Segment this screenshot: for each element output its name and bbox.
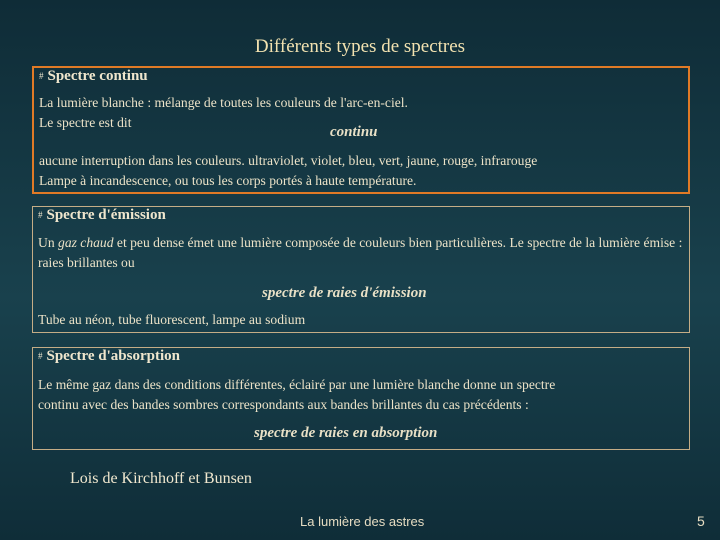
section-text-line: Le même gaz dans des conditions différentes, éclairé par une lumière blanche donne un spectre (38, 377, 556, 392)
section-absorption-spectrum (32, 347, 690, 450)
section-continuous-spectrum (32, 66, 690, 194)
section-heading-text: Spectre d'émission (46, 207, 166, 223)
section-heading-continuous (39, 68, 148, 85)
section-heading-text: Spectre d'absorption (46, 348, 180, 364)
text-italic: gaz chaud (58, 235, 114, 250)
bullet-icon: # (38, 351, 43, 361)
section-text-line: Tube au néon, tube fluorescent, lampe au sodium (38, 312, 306, 327)
bullet-icon: # (39, 71, 44, 81)
section-text-line: Le spectre est dit (39, 115, 132, 130)
text-plain: Un (38, 235, 59, 250)
section-heading-absorption (38, 348, 180, 365)
section-emission-spectrum (32, 206, 690, 333)
text-plain: et peu dense émet une lumière composée de couleurs bien particulières. Le spectre de la lumière émise : raies brillantes ou (38, 235, 683, 270)
footer-title: La lumière des astres (300, 514, 425, 529)
emphasis-term: spectre de raies en absorption (254, 425, 438, 441)
slide-caption: Lois de Kirchhoff et Bunsen (70, 470, 252, 487)
section-paragraph (38, 233, 684, 273)
section-text-line: La lumière blanche : mélange de toutes les couleurs de l'arc-en-ciel. (39, 95, 408, 110)
section-heading-text: Spectre continu (47, 68, 148, 84)
section-text-line: continu avec des bandes sombres correspondants aux bandes brillantes du cas précédents : (38, 397, 529, 412)
section-text-line: aucune interruption dans les couleurs. ultraviolet, violet, bleu, vert, jaune, rouge, infrarouge (39, 153, 538, 168)
page-number: 5 (697, 513, 705, 529)
section-heading-emission (38, 207, 166, 224)
emphasis-term: spectre de raies d'émission (262, 285, 427, 301)
emphasis-term: continu (330, 124, 378, 140)
section-text-line: Lampe à incandescence, ou tous les corps portés à haute température. (39, 173, 417, 188)
slide-title: Différents types de spectres (254, 36, 466, 57)
bullet-icon: # (38, 210, 43, 220)
